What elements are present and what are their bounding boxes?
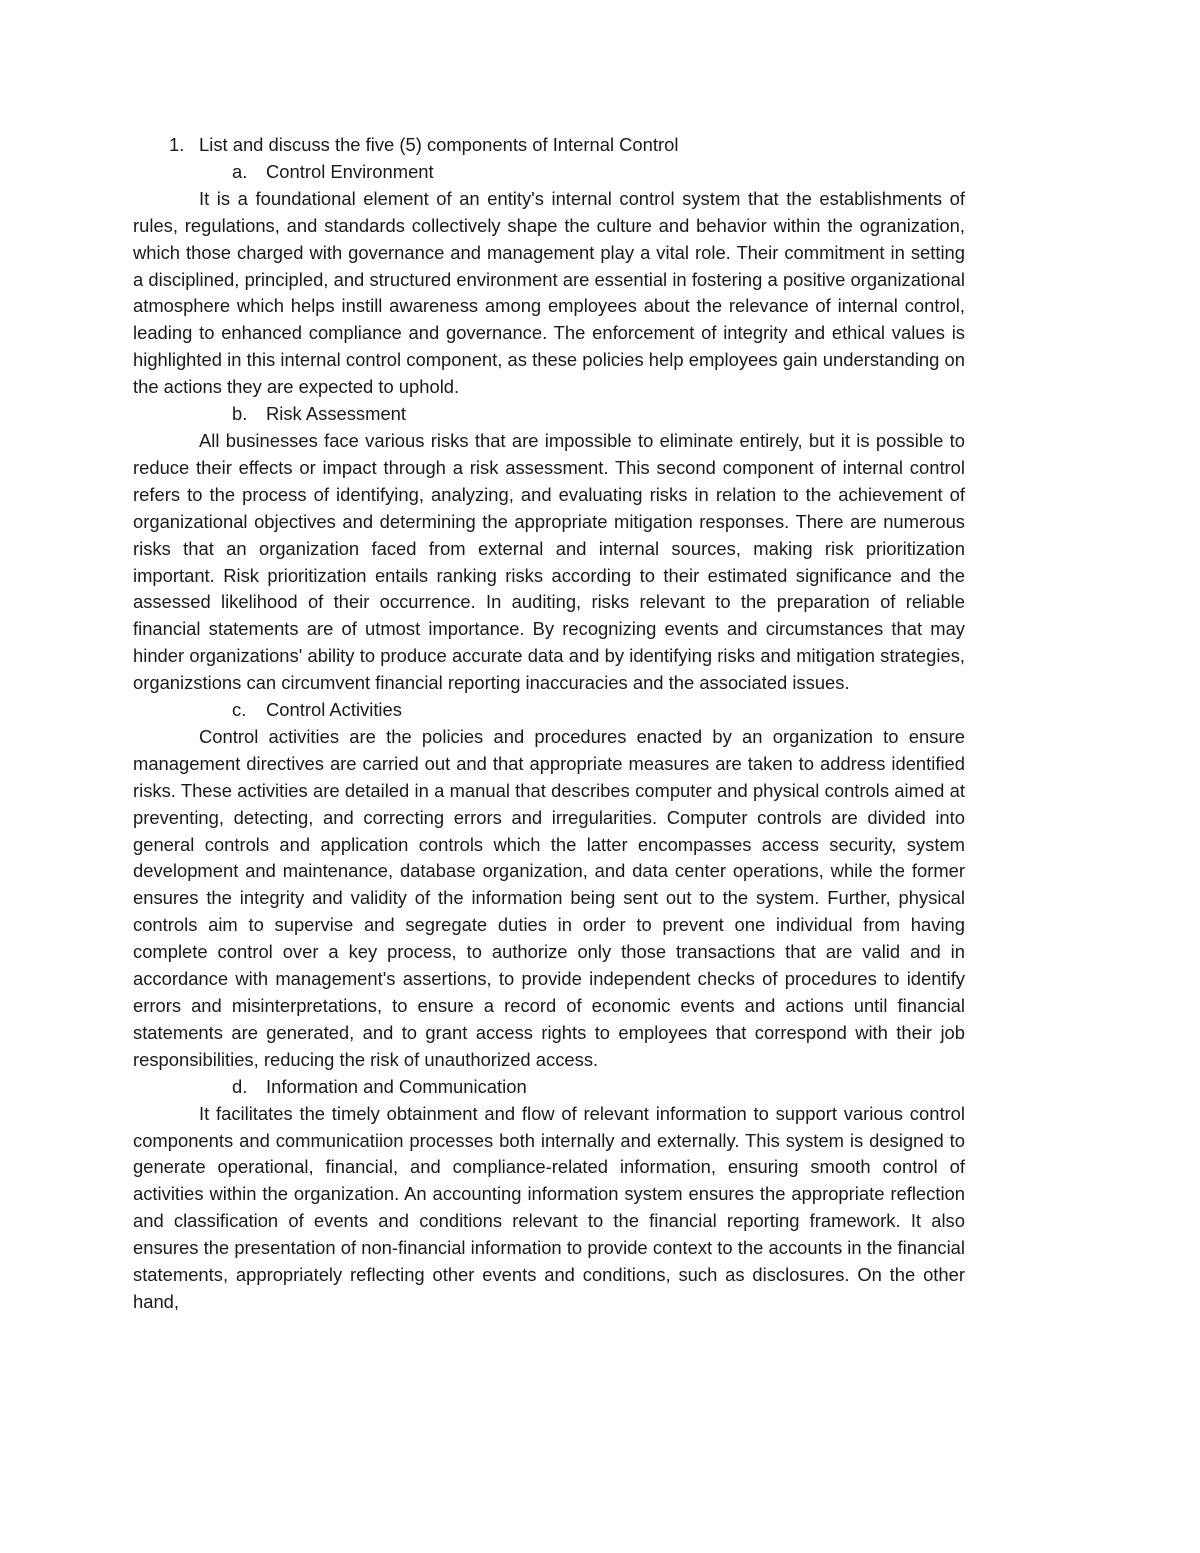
section-heading-information-communication (232, 1074, 965, 1101)
section-title: Information and Communication (266, 1075, 527, 1097)
section-letter: c. (232, 699, 247, 721)
section-body-information-communication: It facilitates the timely obtainment and flow of relevant information to support various control components and communicatiion processes both internally and externally. This system is designed to generate operational, financial, and compliance-related information, ensuring smooth control of activities within the organization. An accounting information system ensures the appropriate reflection and classification of events and conditions relevant to the financial reporting framework. It also ensures the presentation of non-financial information to provide context to the accounts in the financial statements, appropriately reflecting other events and conditions, such as disclosures. On the other hand, (133, 1102, 965, 1312)
section-body-control-activities: Control activities are the policies and procedures enacted by an organization to ensure management directives are carried out and that appropriate measures are taken to address identified risks. These activities are detailed in a manual that describes computer and physical controls aimed at preventing, detecting, and correcting errors and irregularities. Computer controls are divided into general controls and application controls which the latter encompasses access security, system development and maintenance, database organization, and data center operations, while the former ensures the integrity and validity of the information being sent out to the system. Further, physical controls aim to supervise and segregate duties in order to prevent one individual from having complete control over a key process, to authorize only those transactions that are valid and in accordance with management's assertions, to provide independent checks of procedures to identify errors and misinterpretations, to ensure a record of economic events and actions until financial statements are generated, and to grant access rights to employees that correspond with their job responsibilities, reducing the risk of unauthorized access. (133, 725, 965, 1070)
section-body-risk-assessment: All businesses face various risks that are impossible to eliminate entirely, but it is possible to reduce their effects or impact through a risk assessment. This second component of internal control refers to the process of identifying, analyzing, and evaluating risks in relation to the achievement of organizational objectives and determining the appropriate mitigation responses. There are numerous risks that an organization faced from external and internal sources, making risk prioritization important. Risk prioritization entails ranking risks according to their estimated significance and the assessed likelihood of their occurrence. In auditing, risks relevant to the preparation of reliable financial statements are of utmost importance. By recognizing events and circumstances that may hinder organizations' ability to produce accurate data and by identifying risks and mitigation strategies, organizstions can circumvent financial reporting inaccuracies and the associated issues. (133, 429, 965, 694)
section-letter: b. (232, 403, 248, 425)
section-letter: d. (232, 1075, 248, 1097)
question-text: List and discuss the five (5) components of Internal Control (199, 134, 679, 155)
section-heading-risk-assessment (232, 401, 965, 428)
section-body-control-environment: It is a foundational element of an entity's internal control system that the establishments of rules, regulations, and standards collectively shape the culture and behavior within the ogranization, which those charged with governance and management play a vital role. Their commitment in setting a disciplined, principled, and structured environment are essential in fostering a positive organizational atmosphere which helps instill awareness among employees about the relevance of internal control, leading to enhanced compliance and governance. The enforcement of integrity and ethical values is highlighted in this internal control component, as these policies help employees gain understanding on the actions they are expected to uphold. (133, 187, 965, 398)
question-number: 1. (169, 134, 185, 155)
section-heading-control-activities (232, 697, 965, 724)
section-title: Control Environment (266, 160, 434, 182)
section-letter: a. (232, 160, 248, 182)
section-title: Control Activities (266, 699, 402, 721)
section-title: Risk Assessment (266, 403, 407, 425)
question-heading (169, 132, 965, 159)
document-page (133, 132, 965, 1316)
section-heading-control-environment (232, 159, 965, 186)
